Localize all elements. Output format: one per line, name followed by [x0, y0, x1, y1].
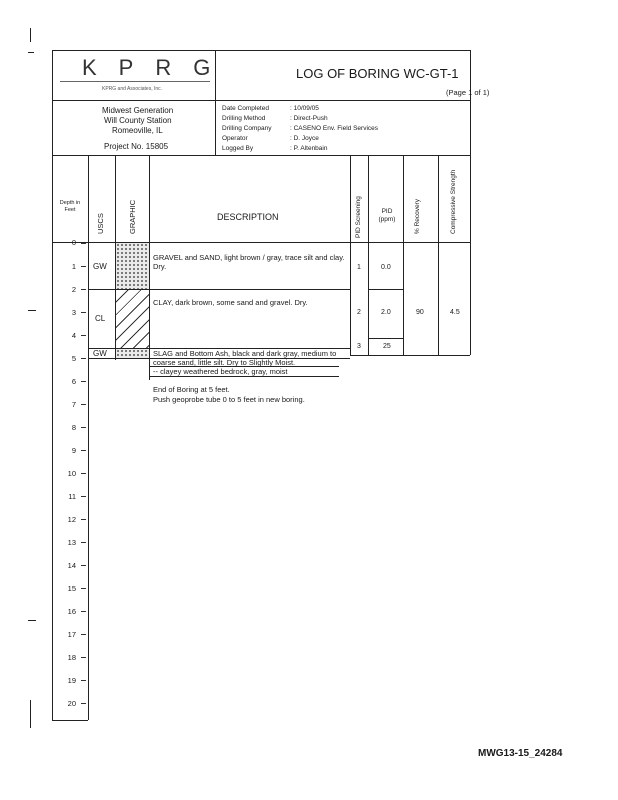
depth-tick-label: 8 [71, 423, 76, 432]
depth-tick-label: 6 [71, 377, 76, 386]
depth-tick-label: 15 [67, 584, 76, 593]
depth-tick-label: 5 [71, 354, 76, 363]
operator-label: Operator [222, 135, 248, 142]
report-title: LOG OF BORING WC-GT-1 [296, 66, 459, 81]
client-city: Romeoville, IL [112, 126, 163, 135]
recovery-value: 90 [416, 309, 424, 316]
depth-tick-label: 10 [67, 469, 76, 478]
layer-uscs: GW [93, 349, 107, 358]
company-subtitle: KPRG and Associates, Inc. [102, 86, 163, 92]
sample-number: 2 [357, 309, 361, 316]
pid-column-header: PID (ppm) [378, 208, 396, 223]
depth-tick-label: 20 [67, 699, 76, 708]
depth-tick-label: 14 [67, 561, 76, 570]
date-label: Date Completed [222, 105, 269, 112]
end-of-boring-note: End of Boring at 5 feet. [153, 385, 230, 394]
uscs-column-header: USCS [96, 213, 105, 234]
layer-description: GRAVEL and SAND, light brown / gray, trace silt and clay. Dry. [153, 253, 345, 271]
depth-tick-label: 13 [67, 538, 76, 547]
layer-uscs: CL [95, 314, 106, 323]
layer-description: CLAY, dark brown, some sand and gravel. Dry. [153, 298, 308, 307]
depth-tick-label: 17 [67, 630, 76, 639]
depth-tick-label: 16 [67, 607, 76, 616]
depth-tick-label: 12 [67, 515, 76, 524]
scan-mark [30, 28, 31, 42]
sample-number: 1 [357, 264, 361, 271]
graphic-column-header: GRAPHIC [128, 199, 137, 234]
logger-label: Logged By [222, 145, 254, 152]
logger-value: : P. Altenbain [290, 145, 328, 152]
sample-number: 3 [357, 343, 361, 350]
slag-pattern [116, 349, 149, 358]
client-station: Will County Station [104, 116, 172, 125]
company-logo: KPRG [82, 55, 233, 80]
strength-column-header: Compressive Strength [450, 169, 457, 234]
drilling-company-label: Drilling Company [222, 125, 272, 132]
geoprobe-note: Push geoprobe tube 0 to 5 feet in new boring. [153, 395, 305, 404]
depth-tick-label: 1 [71, 262, 76, 271]
depth-tick-label: 3 [71, 308, 76, 317]
depth-tick-label: 4 [71, 331, 76, 340]
pid-value: 0.0 [381, 264, 391, 271]
depth-tick-label: 0 [71, 238, 76, 247]
project-number: Project No. 15805 [104, 142, 169, 151]
layer-uscs: GW [93, 262, 107, 271]
recovery-column-header: % Recovery [414, 198, 421, 234]
client-name: Midwest Generation [102, 106, 174, 115]
scan-mark [28, 310, 36, 311]
gravel-pattern [116, 243, 149, 289]
pid-screening-column-header: PID Screening [355, 196, 362, 238]
depth-tick-label: 2 [71, 285, 76, 294]
depth-tick-label: 11 [68, 492, 76, 501]
date-value: : 10/09/05 [290, 105, 319, 112]
scan-mark [28, 52, 34, 53]
depth-tick-label: 18 [67, 653, 76, 662]
pid-value: 2.0 [381, 309, 391, 316]
depth-tick-label: 9 [71, 446, 76, 455]
method-label: Drilling Method [222, 115, 266, 122]
scan-mark [28, 620, 36, 621]
description-column-header: DESCRIPTION [217, 212, 279, 222]
drilling-company-value: : CASENO Env. Field Services [290, 125, 379, 132]
operator-value: : D. Joyce [290, 135, 319, 142]
depth-column-header: Depth in Feet [59, 200, 81, 213]
method-value: : Direct-Push [290, 115, 328, 122]
depth-tick-label: 19 [67, 676, 76, 685]
page-number: (Page 1 of 1) [446, 88, 490, 97]
depth-tick-label: 7 [71, 400, 76, 409]
document-id: MWG13-15_24284 [478, 748, 563, 759]
pid-value: 25 [383, 343, 391, 350]
clay-hatch-pattern [116, 290, 149, 348]
layer-description: SLAG and Bottom Ash, black and dark gray, medium to coarse sand, little silt. Dry to Slightly Moist. [153, 349, 337, 367]
scan-mark [30, 700, 31, 728]
strength-value: 4.5 [450, 309, 460, 316]
bedrock-note: -- clayey weathered bedrock, gray, moist [153, 367, 288, 376]
